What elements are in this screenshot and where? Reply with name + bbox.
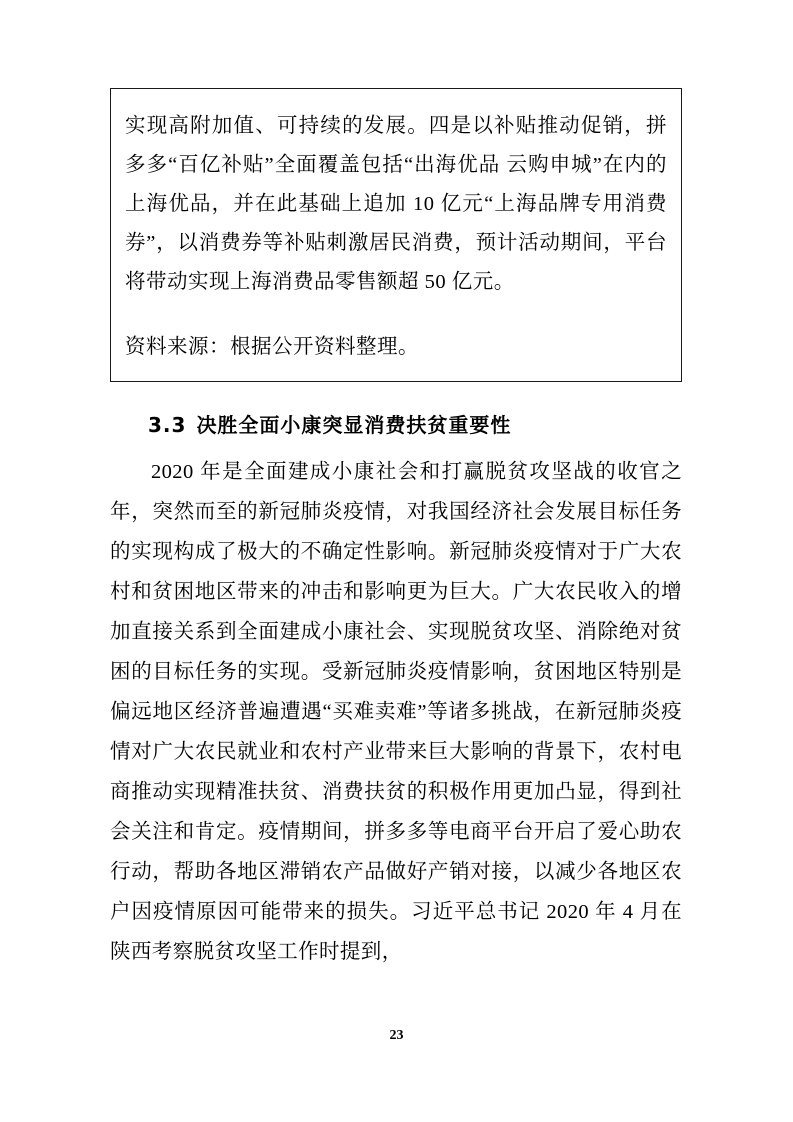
quote-box [110, 88, 682, 382]
quote-box-body: 实现高附加值、可持续的发展。四是以补贴推动促销，拼多多“百亿补贴”全面覆盖包括“出海优品 云购申城”在内的上海优品，并在此基础上追加 10 亿元“上海品牌专用消费券”，以消费券等补贴刺激居民消费，预计活动期间，平台将带动实现上海消费品零售额超 50 亿元。 [125, 115, 667, 293]
section-heading-title: 决胜全面小康突显消费扶贫重要性 [196, 413, 512, 437]
quote-box-source: 资料来源：根据公开资料整理。 [125, 336, 419, 358]
page-number: 23 [389, 1028, 404, 1043]
section-heading-number: 3.3 [148, 413, 187, 437]
body-paragraph: 2020 年是全面建成小康社会和打赢脱贫攻坚战的收官之年，突然而至的新冠肺炎疫情，对我国经济社会发展目标任务的实现构成了极大的不确定性影响。新冠肺炎疫情对于广大农村和贫困地区带来的冲击和影响更为巨大。广大农民收入的增加直接关系到全面建成小康社会、实现脱贫攻坚、消除绝对贫困的目标任务的实现。受新冠肺炎疫情影响，贫困地区特别是偏远地区经济普遍遭遇“买难卖难”等诸多挑战，在新冠肺炎疫情对广大农民就业和农村产业带来巨大影响的背景下，农村电商推动实现精准扶贫、消费扶贫的积极作用更加凸显，得到社会关注和肯定。疫情期间，拼多多等电商平台开启了爱心助农行动，帮助各地区滞销农产品做好产销对接，以减少各地区农户因疫情原因可能带来的损失。习近平总书记 2020 年 4 月在陕西考察脱贫攻坚工作时提到， [110, 461, 682, 963]
section-heading [110, 408, 682, 442]
page-content [110, 88, 682, 972]
